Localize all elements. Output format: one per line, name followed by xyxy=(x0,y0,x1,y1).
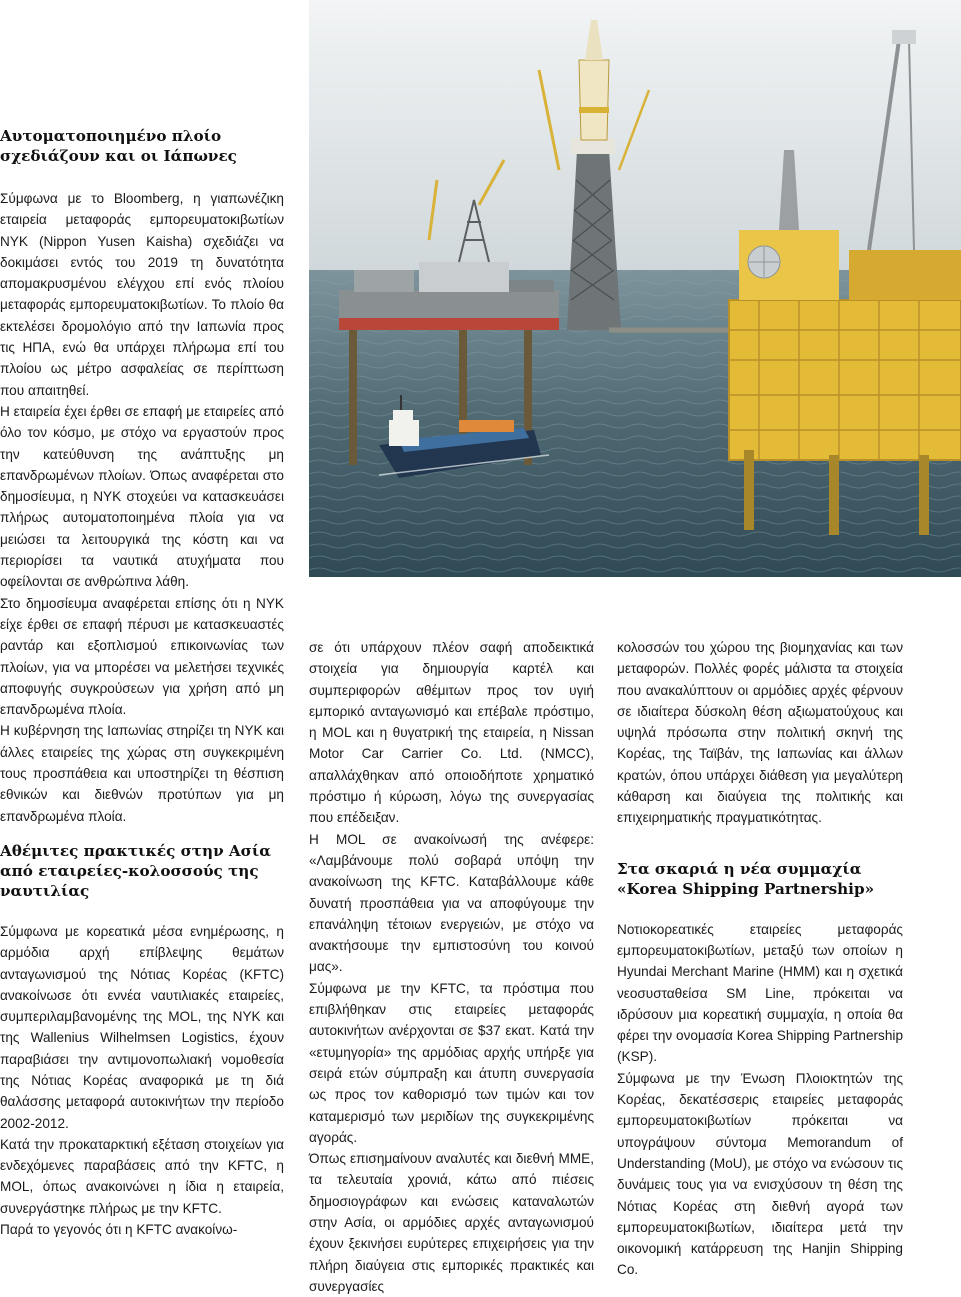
paragraph: Η κυβέρνηση της Ιαπωνίας στηρίζει τη NYK και άλλες εταιρείες της χώρας στη συγκεκριμένη τους προσπάθεια και υποστηρίζει τη θέσπιση εθνικών και διεθνών προτύπων για μη επανδρωμένα πλοία. xyxy=(0,723,284,824)
paragraph: Κατά την προκαταρκτική εξέταση στοιχείων για ενδεχόμενες παραβάσεις από την KFTC, η MOL, όπως ανακοινώνει η ίδια η εταιρεία, συνεργάστηκε πλήρως με την KFTC. xyxy=(0,1136,284,1216)
paragraph: Η εταιρεία έχει έρθει σε επαφή με εταιρείες από όλο τον κόσμο, με στόχο να εργαστούν προς την κατεύθυνση της ανάπτυξης μη επανδρωμένων πλοίων. Όπως αναφέρεται στο δημοσίευμα, η NYK στοχεύει να κατασκευάσει πλήρως αυτοματοποιημένα πλοία για να μειώσει τα λειτουργικά της κόστη και να περιορίσει τα ναυτικά ατυχήματα που οφείλονται σε ανθρώπινα λάθη. xyxy=(0,403,284,590)
heading-automated-ship: Αυτοματοποιημένο πλοίο σχεδιάζουν και οι Ιάπωνες xyxy=(0,127,237,165)
paragraph: κολοσσών του χώρου της βιομηχανίας και των μεταφορών. Πολλές φορές μάλιστα τα στοιχεία που ανακαλύπτουν οι αρμόδιες αρχές φέρνουν σε ιδιαίτερα δύσκολη θέση αξιωματούχους και υψηλά πρόσωπα στην πολιτική σκηνή της Κορέας, της Ταϊβάν, της Ιαπωνίας και άλλων κρατών, όπου υπάρχει διάθεση για μεγαλύτερη κάθαρση και διαύγεια της πολιτικής και επιχειρηματικής πραγματικότητας. xyxy=(617,640,903,826)
heading-korea-shipping-partnership: Στα σκαριά η νέα συμμαχία «Korea Shipping Partnership» xyxy=(617,859,875,898)
paragraph: Παρά το γεγονός ότι η KFTC ανακοίνω- xyxy=(0,1222,238,1238)
column-3 xyxy=(617,637,903,1281)
offshore-platform-photo xyxy=(309,0,961,577)
column-2 xyxy=(309,637,594,1297)
paragraph: Σύμφωνα με το Bloomberg, η γιαπωνέζικη εταιρεία μεταφοράς εμπορευματοκιβωτίων NYK (Nippon Yusen Kaisha) σχεδιάζει να δοκιμάσει εντός του 2019 τη δυνατότητα απομακρυσμένου ελέγχου επί ενός πλοίου μεταφοράς εμπορευματοκιβωτίων. Το πλοίο θα εκτελέσει δρομολόγιο από την Ιαπωνία προς τις ΗΠΑ, ενώ θα υπάρχει πλήρωμα επί του πλοίου ως μέτρο ασφαλείας σε περίπτωση που απαιτηθεί. xyxy=(0,191,284,398)
column-1 xyxy=(0,126,284,1240)
paragraph: Όπως επισημαίνουν αναλυτές και διεθνή ΜΜΕ, τα τελευταία χρονιά, κάτω από πιέσεις δημοσιογράφων και ενώσεις καταναλωτών στην Ασία, οι αρμόδιες αρχές ανταγωνισμού έχουν ξεκινήσει ευρύτερες επιχειρήσεις για την πλήρη διαύγεια στις εμπορικές πρακτικές και συνεργασίες xyxy=(309,1151,594,1294)
paragraph: Σύμφωνα με την Ένωση Πλοιοκτητών της Κορέας, δεκατέσσερις εταιρείες μεταφοράς εμπορευματοκιβωτίων πρόκειται να υπογράψουν σύντομα Memorandum of Understanding (MoU), με στόχο να ενώσουν τις δυνάμεις τους για να ενισχύσουν τη θέση της Νότιας Κορέας στη διεθνή αγορά των εμπορευματοκιβωτίων, ιδιαίτερα μετά την οικονομική κατάρρευση της Hanjin Shipping Co. xyxy=(617,1070,903,1278)
paragraph: Νοτιοκορεατικές εταιρείες μεταφοράς εμπορευματοκιβωτίων, μεταξύ των οποίων η Hyundai Merchant Marine (HMM) και η σχετικά νεοσυσταθείσα SM Line, πρόκειται να ιδρύσουν μια κορεατική συμμαχία, η οποία θα φέρει την ονομασία Korea Shipping Partnership (KSP). xyxy=(617,921,903,1065)
offshore-platform-illustration xyxy=(309,0,961,577)
paragraph: Η MOL σε ανακοίνωσή της ανέφερε: «Λαμβάνουμε πολύ σοβαρά υπόψη την ανακοίνωση της KFTC. Καταβάλλουμε κάθε δυνατή προσπάθεια για να αποφύγουμε την επανάληψη τέτοιων ενεργειών, με στόχο να ανακτήσουμε την εμπιστοσύνη του κοινού μας». xyxy=(309,831,594,975)
paragraph: Σύμφωνα με κορεατικά μέσα ενημέρωσης, η αρμόδια αρχή επίβλεψης θεμάτων ανταγωνισμού της Νότιας Κορέας (KFTC) ανακοίνωσε ότι εννέα ναυτιλιακές εταιρείες, συμπεριλαμβανομένης της MOL, της NYK και της Wallenius Wilhelmsen Logistics, έχουν παραβιάσει την αντιμονοπωλιακή νομοθεσία της Νότιας Κορέας αναφορικά με τη διά θαλάσσης μεταφορά αυτοκινήτων την περίοδο 2002-2012. xyxy=(0,923,284,1131)
paragraph: σε ότι υπάρχουν πλέον σαφή αποδεικτικά στοιχεία για δημιουργία καρτέλ και συμπεριφορών αθέμιτων προς τον υγιή εμπορικό ανταγωνισμό και επέβαλε πρόστιμο, η MOL και η θυγατρική της εταιρεία, η Nissan Motor Car Carrier Co. Ltd. (NMCC), απαλλάχθηκαν από οποιοδήποτε χρηματικό πρόστιμο ή κύρωση, λόγω της συνεργασίας που επέδειξαν. xyxy=(309,640,594,826)
heading-unfair-practices: Αθέμιτες πρακτικές στην Ασία από εταιρείες-κολοσσούς της ναυτιλίας xyxy=(0,841,271,900)
paragraph: Σύμφωνα με την KFTC, τα πρόστιμα που επιβλήθηκαν στις εταιρείες μεταφοράς αυτοκινήτων ανέρχονται σε $37 εκατ. Κατά την «ετυμηγορία» της αρμόδιας αρχής υπήρξε για σειρά ετών σύμπραξη και άτυπη συνεργασία ως προς τον καθορισμό των τιμών και τον καταμερισμό των μεριδίων της συγκεκριμένης αγοράς. xyxy=(309,980,594,1145)
sky xyxy=(309,0,961,280)
paragraph: Στο δημοσίευμα αναφέρεται επίσης ότι η NYK είχε έρθει σε επαφή πέρυσι με κατασκευαστές ραντάρ και εξοπλισμού επικοινωνίας των πλοίων, για να μπορέσει να μελετήσει τεχνικές αποφυγής συγκρούσεων για χρήση από μη επανδρωμένα πλοία. xyxy=(0,595,284,718)
